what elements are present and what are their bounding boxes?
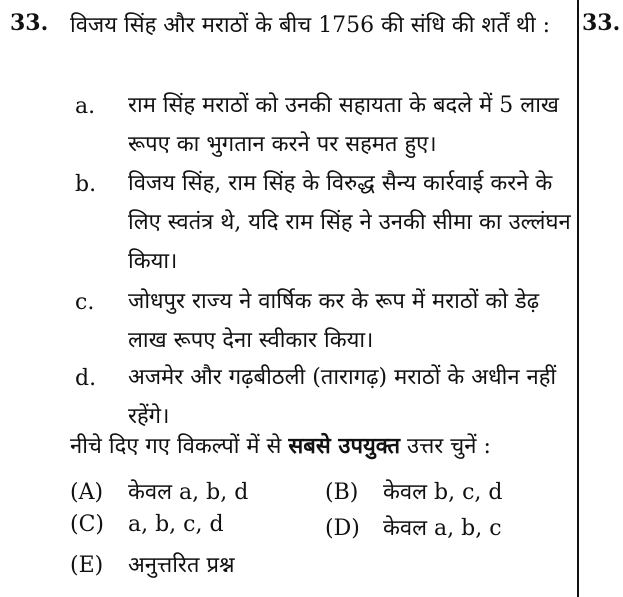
option-a-label: (A): [70, 480, 104, 505]
column-divider: [577, 0, 579, 597]
question-number: 33.: [10, 10, 49, 36]
statement-d-text: अजमेर और गढ़बीठली (तारागढ़) मराठों के अधीन नहीं रहेंगे।: [128, 365, 557, 429]
option-b-label: (B): [325, 480, 359, 505]
option-e[interactable]: [70, 549, 235, 579]
option-b-text: केवल b, c, d: [383, 480, 503, 505]
question-stem: विजय सिंह और मराठों के बीच 1756 की संधि की शर्तें थी :: [70, 13, 551, 38]
option-c-text: a, b, c, d: [128, 512, 224, 537]
option-c-label: (C): [70, 512, 104, 537]
statement-d-letter: d.: [75, 366, 97, 391]
instruction-post: उत्तर चुनें :: [400, 434, 491, 459]
statement-a-letter: a.: [75, 94, 96, 119]
statement-b-text: विजय सिंह, राम सिंह के विरुद्ध सैन्य कार्रवाई करने के लिए स्वतंत्र थे, यदि राम सिंह ने उनकी सीमा का उल्लंघन किया।: [128, 171, 571, 274]
option-d-text: केवल a, b, c: [383, 516, 502, 541]
statement-a-text: राम सिंह मराठों को उनकी सहायता के बदले में 5 लाख रूपए का भुगतान करने पर सहमत हुए।: [128, 93, 559, 157]
statement-b-letter: b.: [75, 172, 97, 197]
option-e-text: अनुत्तरित प्रश्न: [128, 553, 235, 578]
instruction-pre: नीचे दिए गए विकल्पों में से: [70, 434, 289, 459]
question-number-right-column: 33.: [582, 10, 621, 36]
option-d[interactable]: [325, 512, 502, 542]
option-d-label: (D): [325, 516, 360, 541]
option-c[interactable]: [70, 512, 224, 537]
option-b[interactable]: [325, 476, 503, 506]
option-a[interactable]: [70, 476, 248, 506]
instruction-bold: सबसे उपयुक्त: [288, 433, 401, 459]
option-a-text: केवल a, b, d: [128, 480, 249, 505]
statement-c-letter: c.: [75, 290, 95, 315]
option-e-label: (E): [70, 553, 104, 578]
statement-c-text: जोधपुर राज्य ने वार्षिक कर के रूप में मराठों को डेढ़ लाख रूपए देना स्वीकार किया।: [128, 289, 540, 353]
answer-instruction: [70, 430, 491, 460]
